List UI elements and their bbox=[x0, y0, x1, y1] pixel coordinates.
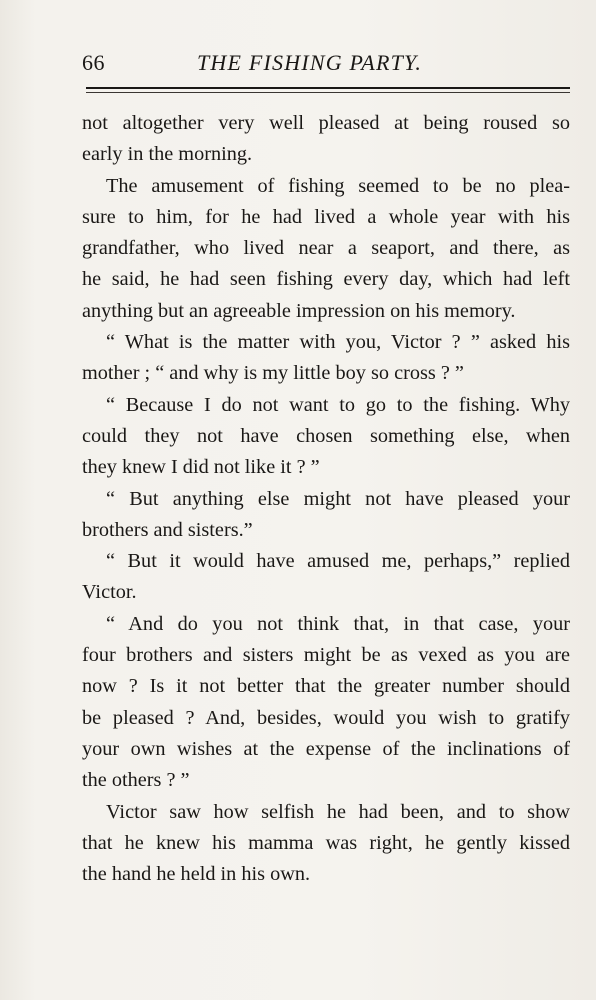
text-line: early in the morning. bbox=[82, 143, 253, 166]
header-rule-thin bbox=[86, 92, 570, 93]
text-line: they knew I did not like it ? ” bbox=[82, 456, 320, 479]
text-line: The amusement of fishing seemed to be no plea- bbox=[106, 174, 570, 197]
text-line: sure to him, for he had lived a whole year with his bbox=[82, 205, 570, 228]
text-line: “ Because I do not want to go to the fishing. Why bbox=[106, 393, 570, 416]
text-line: could they not have chosen something else, when bbox=[82, 424, 570, 447]
text-line: the hand he held in his own. bbox=[82, 863, 311, 886]
body-text bbox=[82, 108, 570, 890]
text-line: “ But it would have amused me, perhaps,” replied bbox=[106, 550, 570, 573]
text-line: Victor saw how selfish he had been, and to show bbox=[106, 800, 570, 823]
text-line: be pleased ? And, besides, would you wish to gratify bbox=[82, 706, 570, 729]
text-line: your own wishes at the expense of the inclinations of bbox=[82, 737, 570, 760]
text-line: “ And do you not think that, in that case, your bbox=[106, 612, 570, 635]
text-line: the others ? ” bbox=[82, 769, 190, 792]
running-title: THE FISHING PARTY. bbox=[197, 50, 423, 75]
page-header bbox=[82, 50, 570, 80]
text-line: he said, he had seen fishing every day, which had left bbox=[82, 268, 570, 291]
text-line: grandfather, who lived near a seaport, and there, as bbox=[82, 237, 570, 260]
text-line: four brothers and sisters might be as vexed as you are bbox=[82, 644, 570, 667]
text-line: “ But anything else might not have pleased your bbox=[106, 487, 570, 510]
text-line: not altogether very well pleased at being roused so bbox=[82, 112, 570, 134]
header-rule bbox=[86, 87, 570, 89]
text-line: Victor. bbox=[82, 581, 137, 604]
text-line: “ What is the matter with you, Victor ? ” asked his bbox=[106, 331, 570, 354]
text-line: brothers and sisters.” bbox=[82, 518, 253, 541]
text-line: mother ; “ and why is my little boy so cross ? ” bbox=[82, 362, 464, 385]
text-line: anything but an agreeable impression on his memory. bbox=[82, 299, 516, 322]
text-line: now ? Is it not better that the greater number should bbox=[82, 675, 570, 698]
text-line: that he knew his mamma was right, he gently kissed bbox=[82, 831, 570, 854]
page-number: 66 bbox=[82, 50, 105, 75]
